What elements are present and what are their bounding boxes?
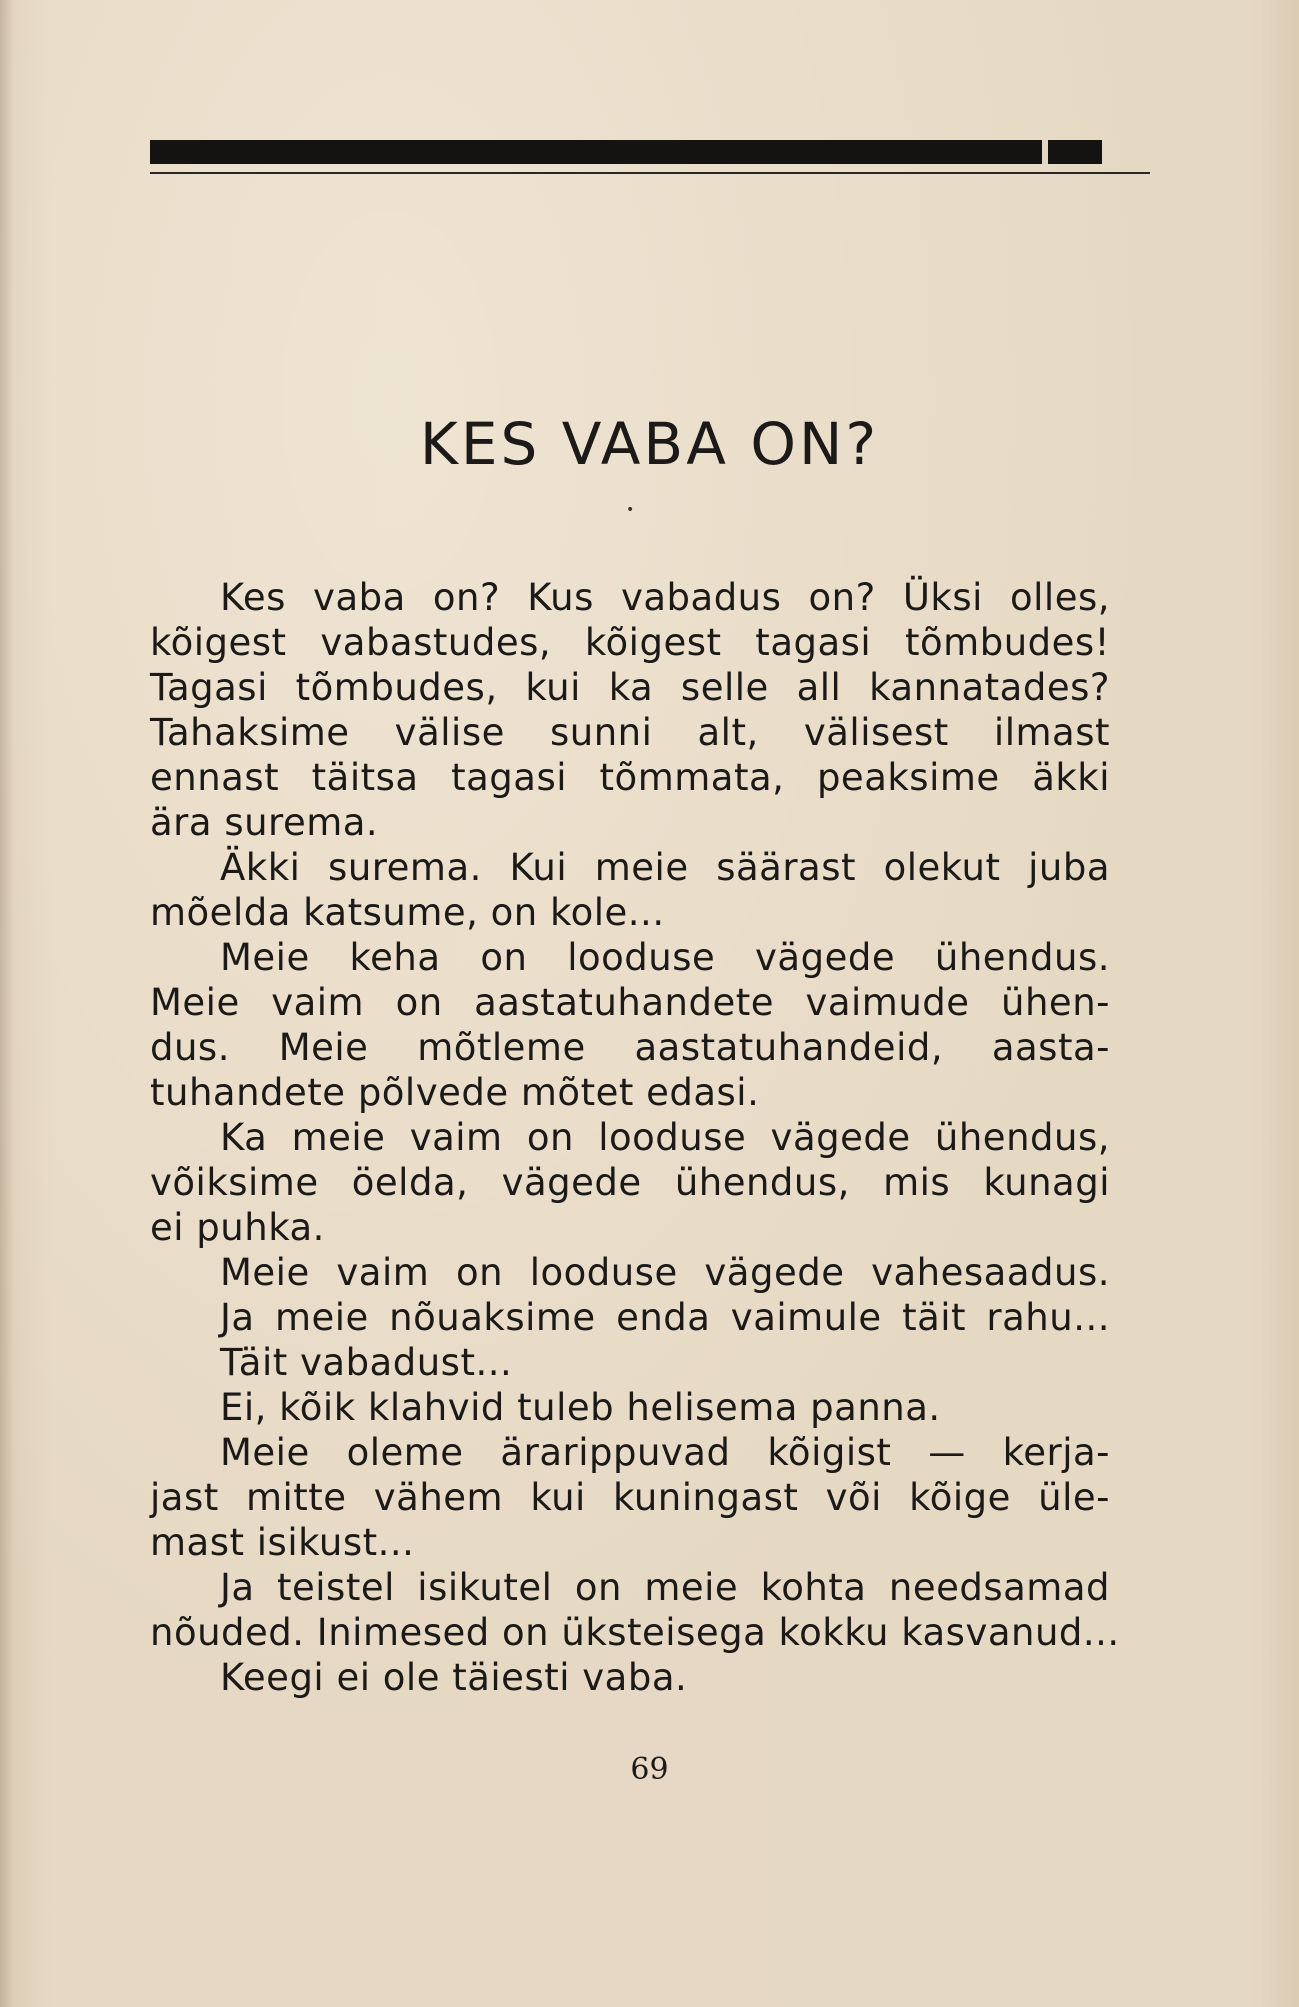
text-line: tuhandete põlvede mõtet edasi.: [150, 1071, 760, 1114]
text-line: Meie vaim on looduse vägede vahesaadus.: [220, 1251, 1110, 1294]
page-edge-shadow: [0, 0, 14, 2007]
text-line: Ja teistel isikutel on meie kohta needsamad: [220, 1566, 1110, 1609]
title-ornament: •: [626, 502, 635, 518]
header-rule-thick: [150, 140, 1045, 164]
text-line: võiksime öelda, vägede ühendus, mis kunagi: [150, 1161, 1110, 1204]
text-line: Meie oleme ärarippuvad kõigist — kerja-: [220, 1431, 1110, 1474]
text-line: ennast täitsa tagasi tõmmata, peaksime äkki: [150, 756, 1110, 799]
page-number: 69: [630, 1752, 669, 1787]
text-line: mast isikust...: [150, 1521, 415, 1564]
text-line: jast mitte vähem kui kuningast või kõige üle-: [150, 1476, 1110, 1519]
text-line: Keegi ei ole täiesti vaba.: [220, 1656, 688, 1699]
header-rule-thin: [150, 172, 1150, 174]
text-line: kõigest vabastudes, kõigest tagasi tõmbudes!: [150, 621, 1110, 664]
text-line: Meie vaim on aastatuhandete vaimude ühen-: [150, 981, 1110, 1024]
text-line: Tahaksime välise sunni alt, välisest ilmast: [150, 711, 1110, 754]
text-line: Meie keha on looduse vägede ühendus.: [220, 936, 1110, 979]
text-line: Ja meie nõuaksime enda vaimule täit rahu...: [220, 1296, 1110, 1339]
text-line: Tagasi tõmbudes, kui ka selle all kannatades?: [150, 666, 1110, 709]
text-line: Äkki surema. Kui meie säärast olekut juba: [220, 846, 1110, 889]
text-line: ära surema.: [150, 801, 379, 844]
text-line: Täit vabadust...: [220, 1341, 513, 1384]
chapter-title: KES VABA ON?: [419, 410, 880, 478]
text-line: mõelda katsume, on kole...: [150, 891, 665, 934]
text-line: Ka meie vaim on looduse vägede ühendus,: [220, 1116, 1110, 1159]
text-line: Ei, kõik klahvid tuleb helisema panna.: [220, 1386, 941, 1429]
text-line: Kes vaba on? Kus vabadus on? Üksi olles,: [220, 576, 1110, 619]
header-rule-thick-end: [1048, 140, 1102, 164]
text-line: dus. Meie mõtleme aastatuhandeid, aasta-: [150, 1026, 1110, 1069]
text-line: ei puhka.: [150, 1206, 325, 1249]
text-line: nõuded. Inimesed on üksteisega kokku kasvanud...: [150, 1611, 1120, 1654]
chapter-body-text: [150, 575, 1120, 1700]
